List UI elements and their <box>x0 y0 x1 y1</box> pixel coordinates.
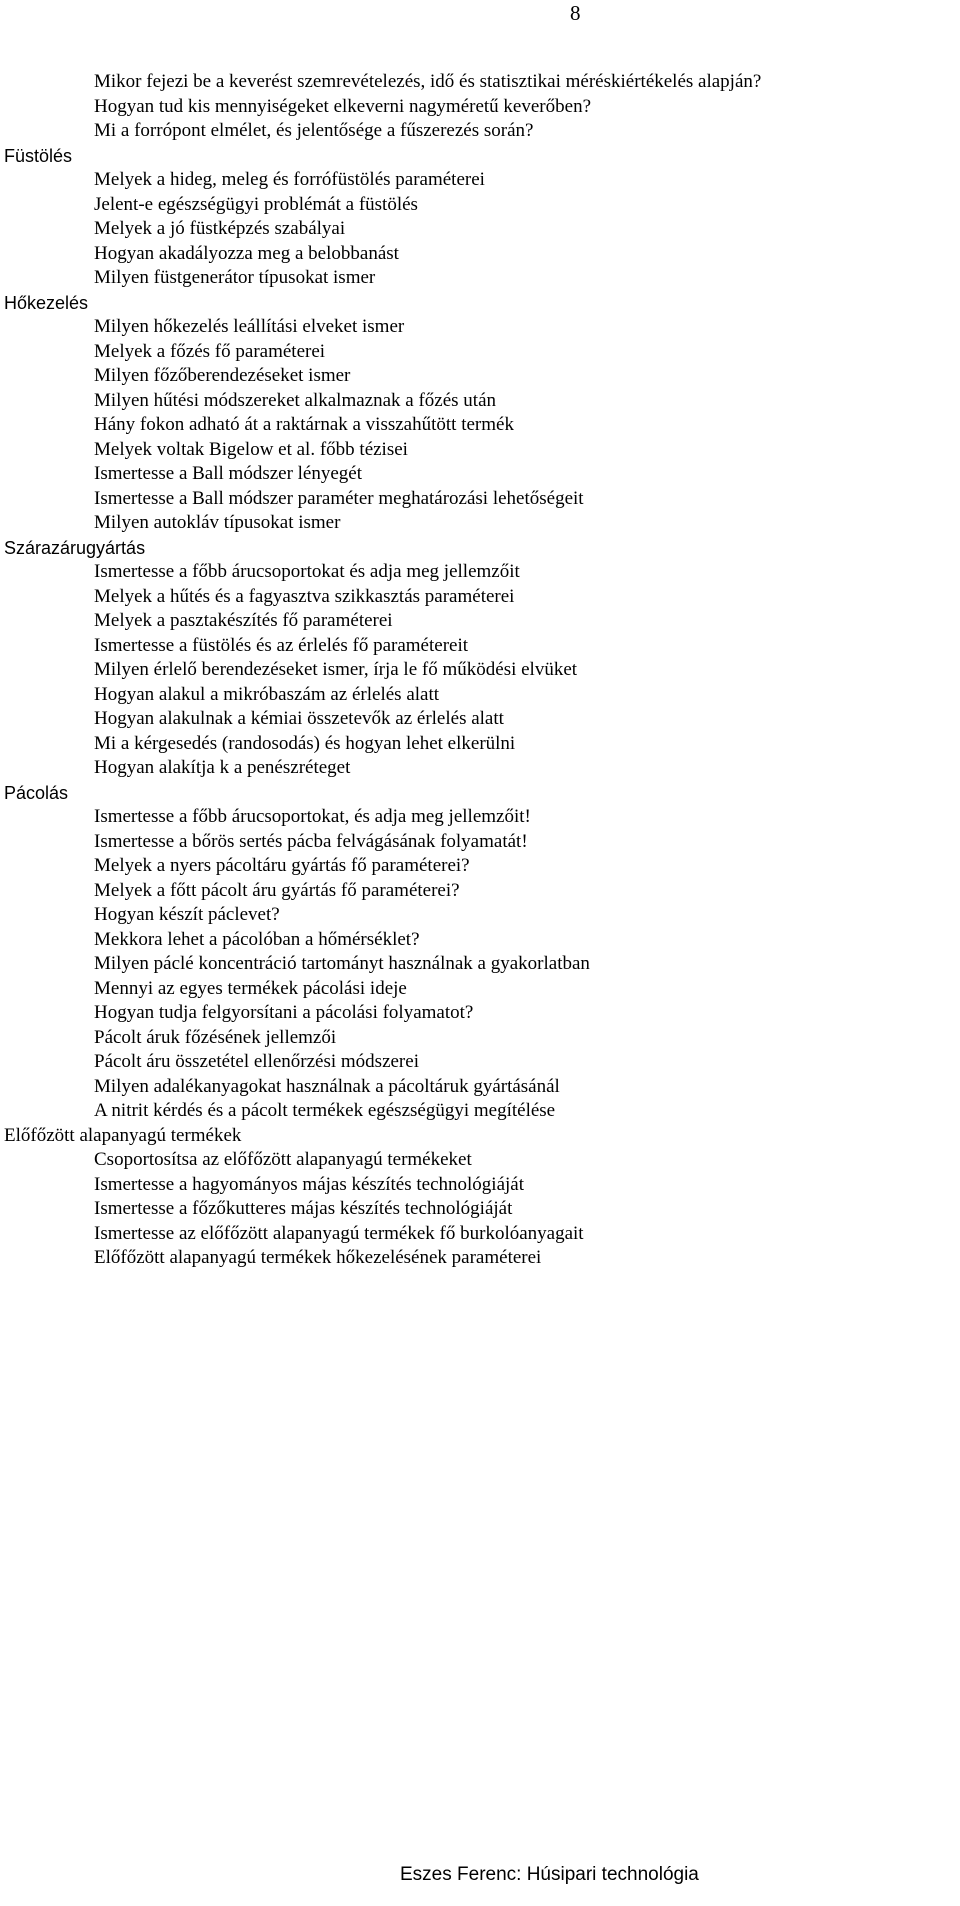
section-heading-fustoles: Füstölés <box>4 145 73 166</box>
page-number: 8 <box>570 1 581 25</box>
section-heading-elofozott: Előfőzött alapanyagú termékek <box>4 1124 242 1146</box>
page-footer: Eszes Ferenc: Húsipari technológia <box>400 1864 699 1885</box>
list-item: Ismertesse a bőrös sertés pácba felvágásának folyamatát! <box>94 830 528 852</box>
list-item: Ismertesse a füstölés és az érlelés fő paramétereit <box>94 634 469 656</box>
intro-line: Mi a forrópont elmélet, és jelentősége a fűszerezés során? <box>94 120 534 141</box>
list-item: Hogyan alakulnak a kémiai összetevők az érlelés alatt <box>94 708 504 729</box>
list-item: Pácolt áruk főzésének jellemzői <box>94 1026 337 1048</box>
list-item: Ismertesse a Ball módszer lényegét <box>94 463 363 484</box>
list-item: Melyek a jó füstképzés szabályai <box>94 218 346 239</box>
list-item: Mennyi az egyes termékek pácolási ideje <box>94 977 407 999</box>
list-item: Hogyan akadályozza meg a belobbanást <box>94 242 399 264</box>
intro-line: Hogyan tud kis mennyiségeket elkeverni nagyméretű keverőben? <box>94 95 591 117</box>
question-list <box>0 70 960 1271</box>
list-item: Jelent-e egészségügyi problémát a füstölés <box>94 193 418 215</box>
list-item: Melyek a pasztakészítés fő paraméterei <box>94 610 393 631</box>
list-item: Ismertesse az előfőzött alapanyagú termékek fő burkolóanyagait <box>94 1222 584 1244</box>
section-heading-pacolas: Pácolás <box>4 782 69 803</box>
list-item: Hogyan tudja felgyorsítani a pácolási folyamatot? <box>94 1002 474 1023</box>
list-item: Ismertesse a főbb árucsoportokat és adja meg jellemzőit <box>94 561 520 582</box>
intro-line: Mikor fejezi be a keverést szemrevételezés, idő és statisztikai méréskiértékelés alapján? <box>94 71 762 92</box>
list-item: Csoportosítsa az előfőzött alapanyagú termékeket <box>94 1149 472 1170</box>
list-item: Hogyan készít páclevet? <box>94 904 280 925</box>
list-item: Milyen füstgenerátor típusokat ismer <box>94 267 376 288</box>
list-item: A nitrit kérdés és a pácolt termékek egészségügyi megítélése <box>94 1100 556 1121</box>
list-item: Hogyan alakítja k a penészréteget <box>94 757 351 778</box>
list-item: Pácolt áru összetétel ellenőrzési módszerei <box>94 1051 419 1072</box>
list-item: Ismertesse a főzőkutteres májas készítés technológiáját <box>94 1198 513 1219</box>
list-item: Melyek a hideg, meleg és forrófüstölés paraméterei <box>94 169 485 190</box>
list-item: Hogyan alakul a mikróbaszám az érlelés alatt <box>94 683 440 705</box>
section-heading-hokezeles: Hőkezelés <box>4 292 89 313</box>
list-item: Melyek a hűtés és a fagyasztva szikkasztás paraméterei <box>94 585 515 607</box>
list-item: Hány fokon adható át a raktárnak a visszahűtött termék <box>94 414 514 435</box>
list-item: Milyen érlelő berendezéseket ismer, írja le fő működési elvüket <box>94 659 578 680</box>
list-item: Melyek a nyers pácoltáru gyártás fő paraméterei? <box>94 855 470 876</box>
list-item: Milyen hűtési módszereket alkalmaznak a főzés után <box>94 389 497 411</box>
list-item: Ismertesse a főbb árucsoportokat, és adja meg jellemzőit! <box>94 806 531 827</box>
list-item: Melyek a főtt pácolt áru gyártás fő paraméterei? <box>94 879 460 901</box>
list-item: Ismertesse a Ball módszer paraméter meghatározási lehetőségeit <box>94 487 584 509</box>
list-item: Mekkora lehet a pácolóban a hőmérséklet? <box>94 928 420 950</box>
list-item: Milyen főzőberendezéseket ismer <box>94 365 351 386</box>
list-item: Melyek a főzés fő paraméterei <box>94 340 326 362</box>
list-item: Előfőzött alapanyagú termékek hőkezelésének paraméterei <box>94 1247 542 1268</box>
list-item: Mi a kérgesedés (randosodás) és hogyan lehet elkerülni <box>94 732 516 754</box>
list-item: Milyen páclé koncentráció tartományt használnak a gyakorlatban <box>94 953 590 974</box>
list-item: Milyen hőkezelés leállítási elveket ismer <box>94 316 405 337</box>
list-item: Milyen autokláv típusokat ismer <box>94 512 341 533</box>
list-item: Melyek voltak Bigelow et al. főbb tézisei <box>94 438 408 460</box>
list-item: Milyen adalékanyagokat használnak a pácoltáruk gyártásánál <box>94 1075 560 1097</box>
section-heading-szarazarugyartas: Szárazárugyártás <box>4 537 146 558</box>
list-item: Ismertesse a hagyományos májas készítés technológiáját <box>94 1173 525 1195</box>
